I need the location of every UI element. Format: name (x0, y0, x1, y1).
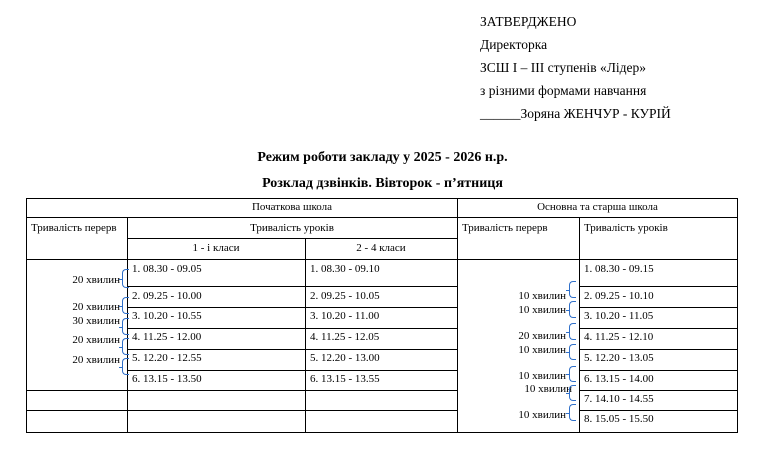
table-rule (127, 286, 457, 287)
secondary-lesson: 3. 10.20 - 11.05 (584, 310, 654, 322)
grade24-lesson: 5. 12.20 - 13.00 (310, 352, 380, 364)
break-bracket (569, 366, 576, 382)
primary-break: 20 хвилин (72, 354, 120, 366)
table-rule (127, 370, 457, 371)
grade24-lesson: 3. 10.20 - 11.00 (310, 310, 380, 322)
table-divider (305, 238, 306, 433)
secondary-break-header: Тривалість перерв (462, 222, 548, 234)
table-border-bottom (26, 432, 738, 433)
grade24-lesson: 2. 09.25 - 10.05 (310, 290, 380, 302)
table-rule (579, 328, 738, 329)
document-subtitle: Розклад дзвінків. Вівторок - п’ятниця (262, 176, 503, 191)
secondary-school-header: Основна та старша школа (537, 201, 658, 213)
secondary-lesson: 4. 11.25 - 12.10 (584, 331, 654, 343)
secondary-lesson-header: Тривалість уроків (584, 222, 668, 234)
approval-forms: з різними формами навчання (480, 83, 647, 98)
table-rule (26, 410, 457, 411)
table-border-top (26, 198, 738, 199)
secondary-break: 10 хвилин (518, 344, 566, 356)
grade1-header: 1 - і класи (192, 242, 240, 254)
approval-stamp: ЗАТВЕРДЖЕНО (480, 14, 577, 29)
secondary-lesson: 6. 13.15 - 14.00 (584, 373, 654, 385)
primary-break-header: Тривалість перерв (31, 222, 117, 234)
break-bracket (122, 297, 129, 314)
primary-school-header: Початкова школа (251, 201, 333, 213)
secondary-break: 10 хвилин (518, 304, 566, 316)
primary-break: 30 хвилин (72, 315, 120, 327)
break-bracket (122, 338, 129, 355)
table-rule (127, 349, 457, 350)
approval-position: Директорка (480, 37, 548, 52)
grade1-lesson: 2. 09.25 - 10.00 (132, 290, 202, 302)
schedule-table (26, 198, 738, 433)
grade1-lesson: 6. 13.15 - 13.50 (132, 373, 202, 385)
secondary-lesson: 8. 15.05 - 15.50 (584, 413, 654, 425)
break-bracket (122, 318, 129, 335)
break-bracket (122, 358, 129, 375)
approval-school: ЗСШ І – ІІІ ступенів «Лідер» (480, 60, 647, 75)
table-rule (26, 217, 738, 218)
table-rule (579, 410, 738, 411)
table-rule (579, 349, 738, 350)
secondary-break: 20 хвилин (518, 330, 566, 342)
grade1-lesson: 3. 10.20 - 10.55 (132, 310, 202, 322)
grade1-lesson: 5. 12.20 - 12.55 (132, 352, 202, 364)
break-bracket (569, 301, 576, 318)
break-bracket (569, 404, 576, 421)
primary-lesson-header: Тривалість уроків (250, 222, 334, 234)
primary-break: 20 хвилин (72, 334, 120, 346)
break-bracket (569, 281, 576, 298)
break-bracket (569, 385, 576, 401)
primary-break: 20 хвилин (72, 301, 120, 313)
grade1-lesson: 4. 11.25 - 12.00 (132, 331, 202, 343)
table-rule (579, 307, 738, 308)
break-bracket (122, 269, 129, 288)
secondary-lesson: 2. 09.25 - 10.10 (584, 290, 654, 302)
break-bracket (569, 344, 576, 360)
table-rule (26, 390, 457, 391)
table-rule (26, 259, 738, 260)
secondary-break: 10 хвилин (518, 290, 566, 302)
break-bracket (569, 323, 576, 340)
grade24-lesson: 4. 11.25 - 12.05 (310, 331, 380, 343)
table-rule (127, 238, 457, 239)
table-divider (579, 217, 580, 433)
approval-signature: ______Зоряна ЖЕНЧУР - КУРІЙ (480, 106, 671, 121)
primary-break: 20 хвилин (72, 274, 120, 286)
table-rule (579, 390, 738, 391)
grade24-lesson: 6. 13.15 - 13.55 (310, 373, 380, 385)
table-rule (127, 307, 457, 308)
table-rule (579, 286, 738, 287)
secondary-lesson: 5. 12.20 - 13.05 (584, 352, 654, 364)
secondary-break: 10 хвилин (518, 409, 566, 421)
secondary-lesson: 7. 14.10 - 14.55 (584, 393, 654, 405)
grade24-header: 2 - 4 класи (356, 242, 406, 254)
document-title: Режим роботи закладу у 2025 - 2026 н.р. (257, 150, 508, 165)
approval-block (480, 10, 671, 125)
grade1-lesson: 1. 08.30 - 09.05 (132, 263, 202, 275)
secondary-lesson: 1. 08.30 - 09.15 (584, 263, 654, 275)
table-rule (579, 370, 738, 371)
table-border-right (737, 198, 738, 433)
table-divider (457, 198, 458, 433)
secondary-break: 10 хвилин (524, 383, 572, 395)
grade24-lesson: 1. 08.30 - 09.10 (310, 263, 380, 275)
table-border-left (26, 198, 27, 433)
secondary-break: 10 хвилин (518, 370, 566, 382)
table-rule (127, 328, 457, 329)
